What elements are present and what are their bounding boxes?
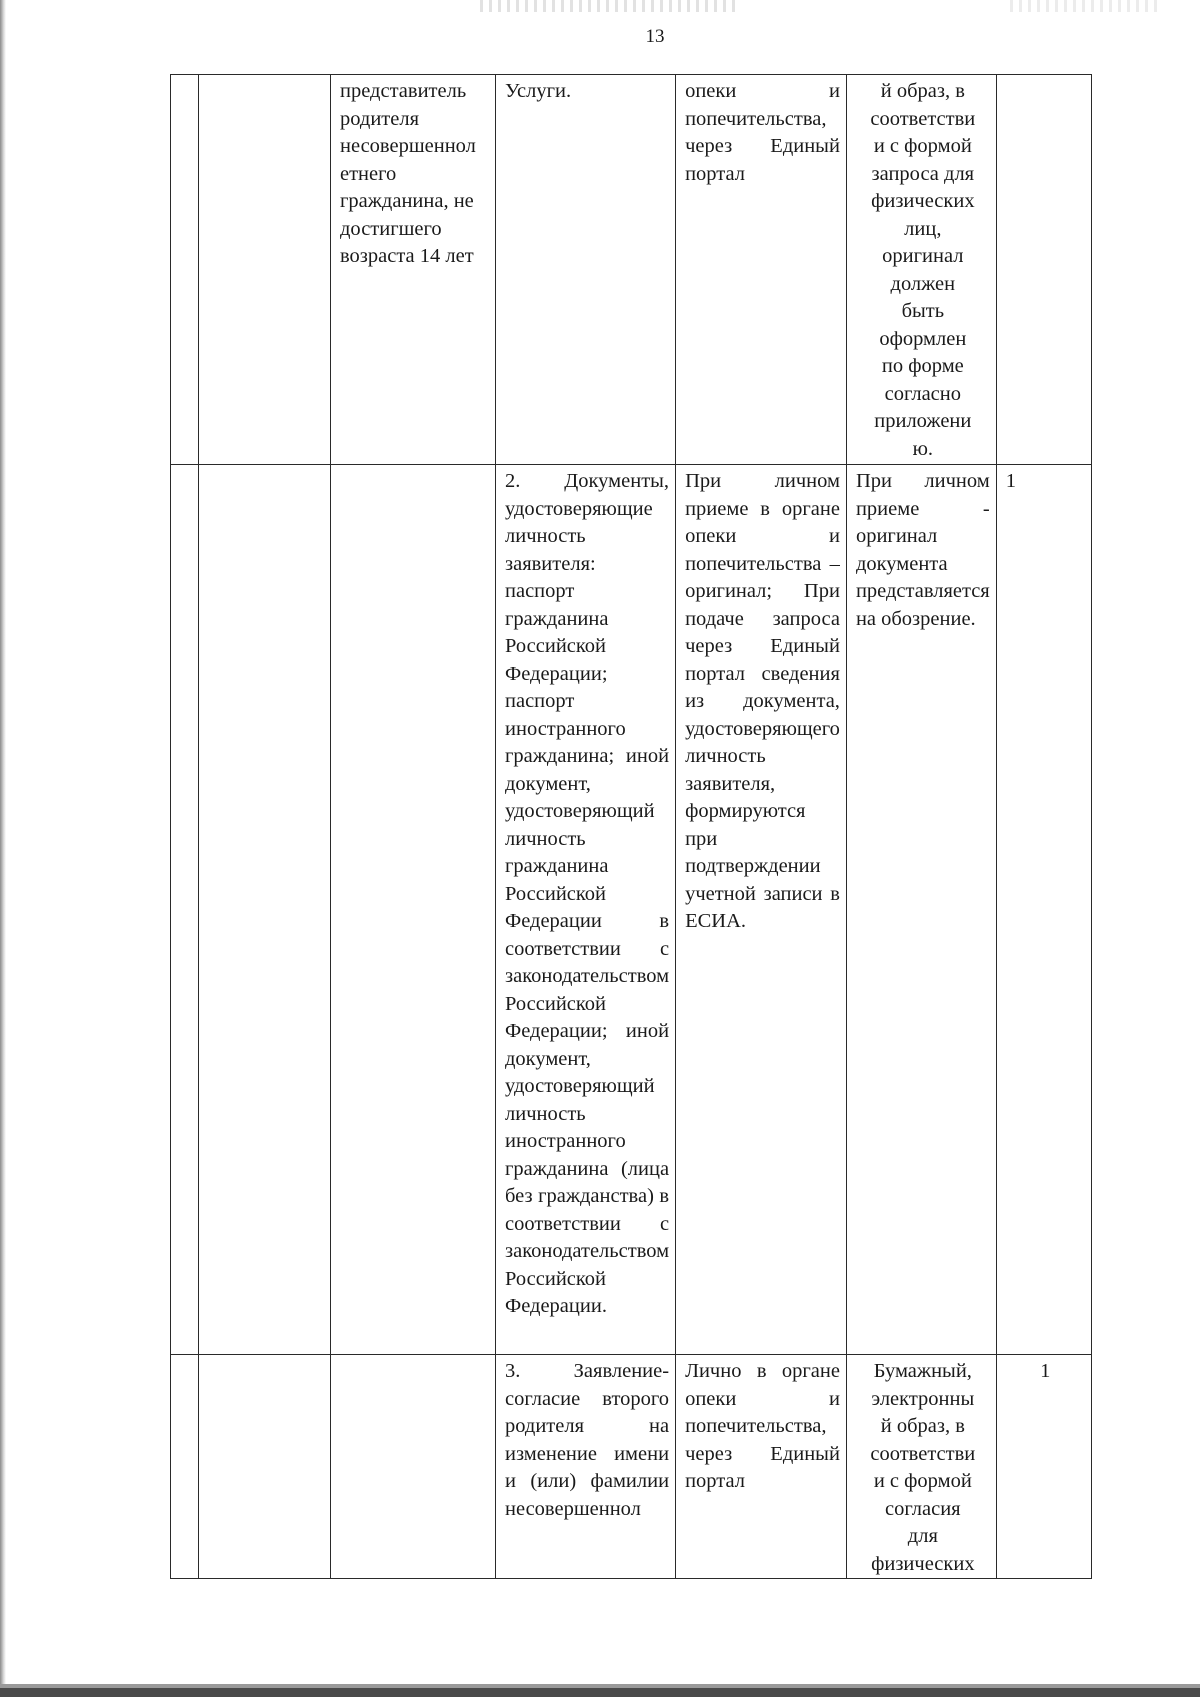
table-cell-submission-method: опеки и попечительства, через Единый портал (676, 75, 847, 465)
table-cell-number (171, 1355, 199, 1579)
scan-bottom-edge (0, 1688, 1200, 1697)
table-cell-applicant (331, 1355, 496, 1579)
table-row (171, 1355, 1092, 1579)
document-table (170, 74, 1092, 1579)
table-cell-form: й образ, в соответстви и с формой запроса для физических лиц, оригинал должен быть оформлен по форме согласно приложени ю. (846, 75, 996, 465)
table-cell-form: Бумажный, электронны й образ, в соответстви и с формой согласия для физических (846, 1355, 996, 1579)
table-cell-category (199, 75, 331, 465)
scan-left-edge (0, 0, 6, 1697)
table-cell-submission-method: При личном приеме в органе опеки и попечительства – оригинал; При подаче запроса через Единый портал сведения из документа, удостоверяющего личность заявителя, формируются при подтверждении учетной записи в ЕСИА. (676, 465, 847, 1355)
table-cell-category (199, 465, 331, 1355)
table-cell-document: 3. Заявление-согласие второго родителя на изменение имени и (или) фамилии несовершеннол (496, 1355, 676, 1579)
table-row (171, 75, 1092, 465)
table-cell-applicant (331, 465, 496, 1355)
table-cell-document: 2. Документы, удостоверяющие личность заявителя: паспорт гражданина Российской Федерации; паспорт иностранного гражданина; иной документ, удостоверяющий личность гражданина Российской Федерации в соответствии с законодательством Российской Федерации; иной документ, удостоверяющий личность иностранного гражданина (лица без гражданства) в соответствии с законодательством Российской Федерации. (496, 465, 676, 1355)
table-cell-category (199, 1355, 331, 1579)
table-cell-number (171, 465, 199, 1355)
table-cell-quantity: 1 (996, 1355, 1091, 1579)
table-row (171, 465, 1092, 1355)
table-cell-applicant: представитель родителя несовершеннол етнего гражданина, не достигшего возраста 14 лет (331, 75, 496, 465)
table-cell-submission-method: Лично в органе опеки и попечительства, через Единый портал (676, 1355, 847, 1579)
table-cell-quantity: 1 (996, 465, 1091, 1355)
page-number: 13 (645, 26, 665, 47)
table-cell-quantity (996, 75, 1091, 465)
table-cell-form: При личном приеме - оригинал документа представляется на обозрение. (846, 465, 996, 1355)
table-cell-document: Услуги. (496, 75, 676, 465)
table-cell-number (171, 75, 199, 465)
scan-artifact (1010, 0, 1160, 12)
scan-artifact (480, 0, 740, 12)
